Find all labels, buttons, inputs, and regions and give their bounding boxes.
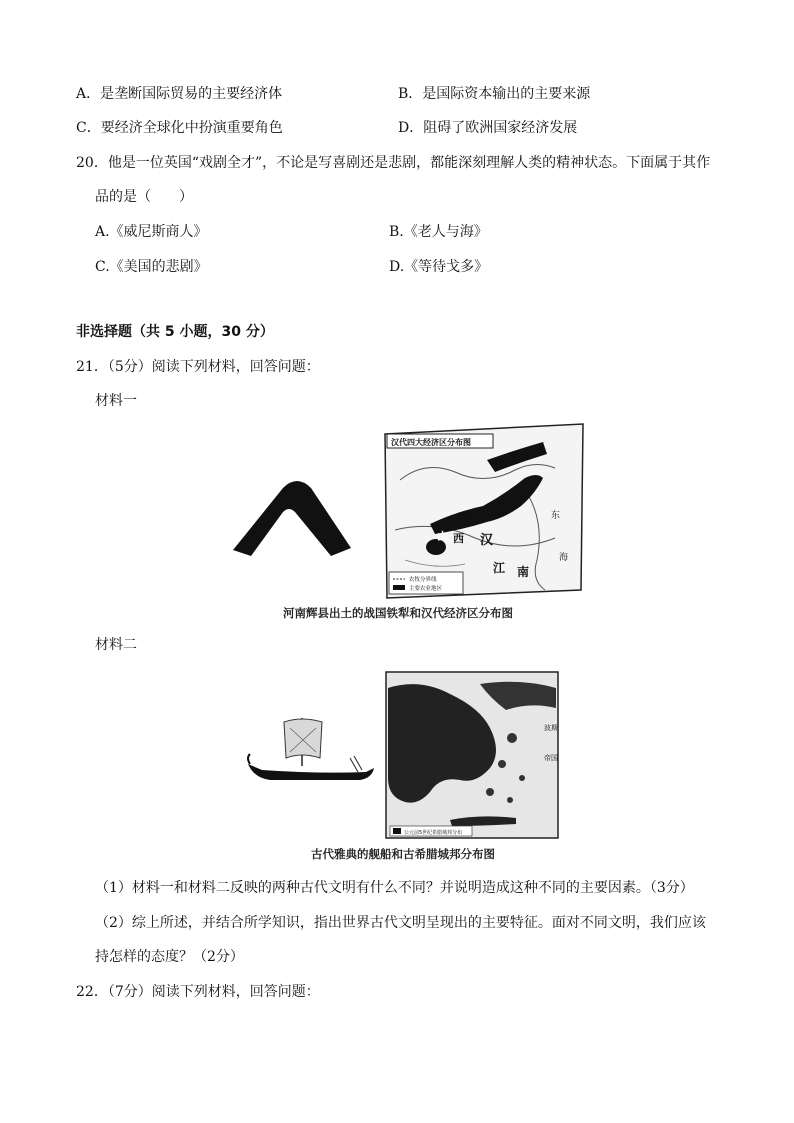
question-22-stem: 22．（7分）阅读下列材料，回答问题： xyxy=(76,984,320,1000)
question-21-sub-2: （2）综上所述，并结合所学知识，指出世界古代文明呈现出的主要特征。面对不同文明，我们应该 xyxy=(95,915,706,931)
legend-agriculture: 主要农业地区 xyxy=(409,586,443,592)
q20-option-d: D.《等待戈多》 xyxy=(389,259,489,275)
option-d: D．阻碍了欧洲国家经济发展 xyxy=(398,120,578,136)
map-label-shan: 山 xyxy=(437,530,448,543)
athenian-ship-image xyxy=(248,718,374,780)
figure-2-caption: 古代雅典的舰船和古希腊城邦分布图 xyxy=(311,847,495,861)
figure-1 xyxy=(225,420,590,602)
map-legend: 公元前5世纪希腊城邦分布 xyxy=(404,830,463,836)
q20-option-b: B.《老人与海》 xyxy=(389,224,488,240)
map-title: 汉代四大经济区分布图 xyxy=(391,438,471,447)
question-20-stem-cont: 品的是（ ） xyxy=(95,189,193,205)
map-label-changan: 长安 xyxy=(457,512,471,520)
question-21-stem: 21．（5分）阅读下列材料，回答问题： xyxy=(76,359,320,375)
figure-1-caption: 河南辉县出土的战国铁犁和汉代经济区分布图 xyxy=(283,606,513,620)
q20-option-c: C.《美国的悲剧》 xyxy=(95,259,208,275)
map-label-jiang: 江 xyxy=(493,561,506,575)
iron-plough-image xyxy=(233,481,351,556)
greek-city-states-map xyxy=(386,672,558,838)
option-b: B．是国际资本输出的主要来源 xyxy=(398,86,591,102)
map-label-xi: 西 xyxy=(453,532,464,545)
option-c: C．要经济全球化中扮演重要角色 xyxy=(76,120,283,136)
question-21-sub-2-cont: 持怎样的态度？（2分） xyxy=(95,949,244,965)
question-20-stem: 20．他是一位英国“戏剧全才”，不论是写喜剧还是悲剧，都能深刻理解人类的精神状态。下面属于其作 xyxy=(76,155,711,171)
map-label-empire: 帝国 xyxy=(544,754,558,762)
question-21-sub-1: （1）材料一和材料二反映的两种古代文明有什么不同？并说明造成这种不同的主要因素。（3分） xyxy=(95,880,694,896)
map-label-hai: 海 xyxy=(559,553,569,563)
map-label-han: 汉 xyxy=(480,533,494,548)
section-title: 非选择题（共 5 小题，30 分） xyxy=(76,324,274,340)
han-economic-map xyxy=(385,424,583,598)
figure-2 xyxy=(240,668,565,843)
map-label-nan: 南 xyxy=(517,565,530,579)
material-2-label: 材料二 xyxy=(95,637,137,653)
q20-option-a: A.《威尼斯商人》 xyxy=(95,224,208,240)
material-1-label: 材料一 xyxy=(95,393,137,409)
legend-boundary: 农牧分界线 xyxy=(409,577,437,583)
option-a: A．是垄断国际贸易的主要经济体 xyxy=(76,86,283,102)
map-label-dong: 东 xyxy=(551,511,561,521)
map-label-persia: 波斯 xyxy=(544,724,558,732)
